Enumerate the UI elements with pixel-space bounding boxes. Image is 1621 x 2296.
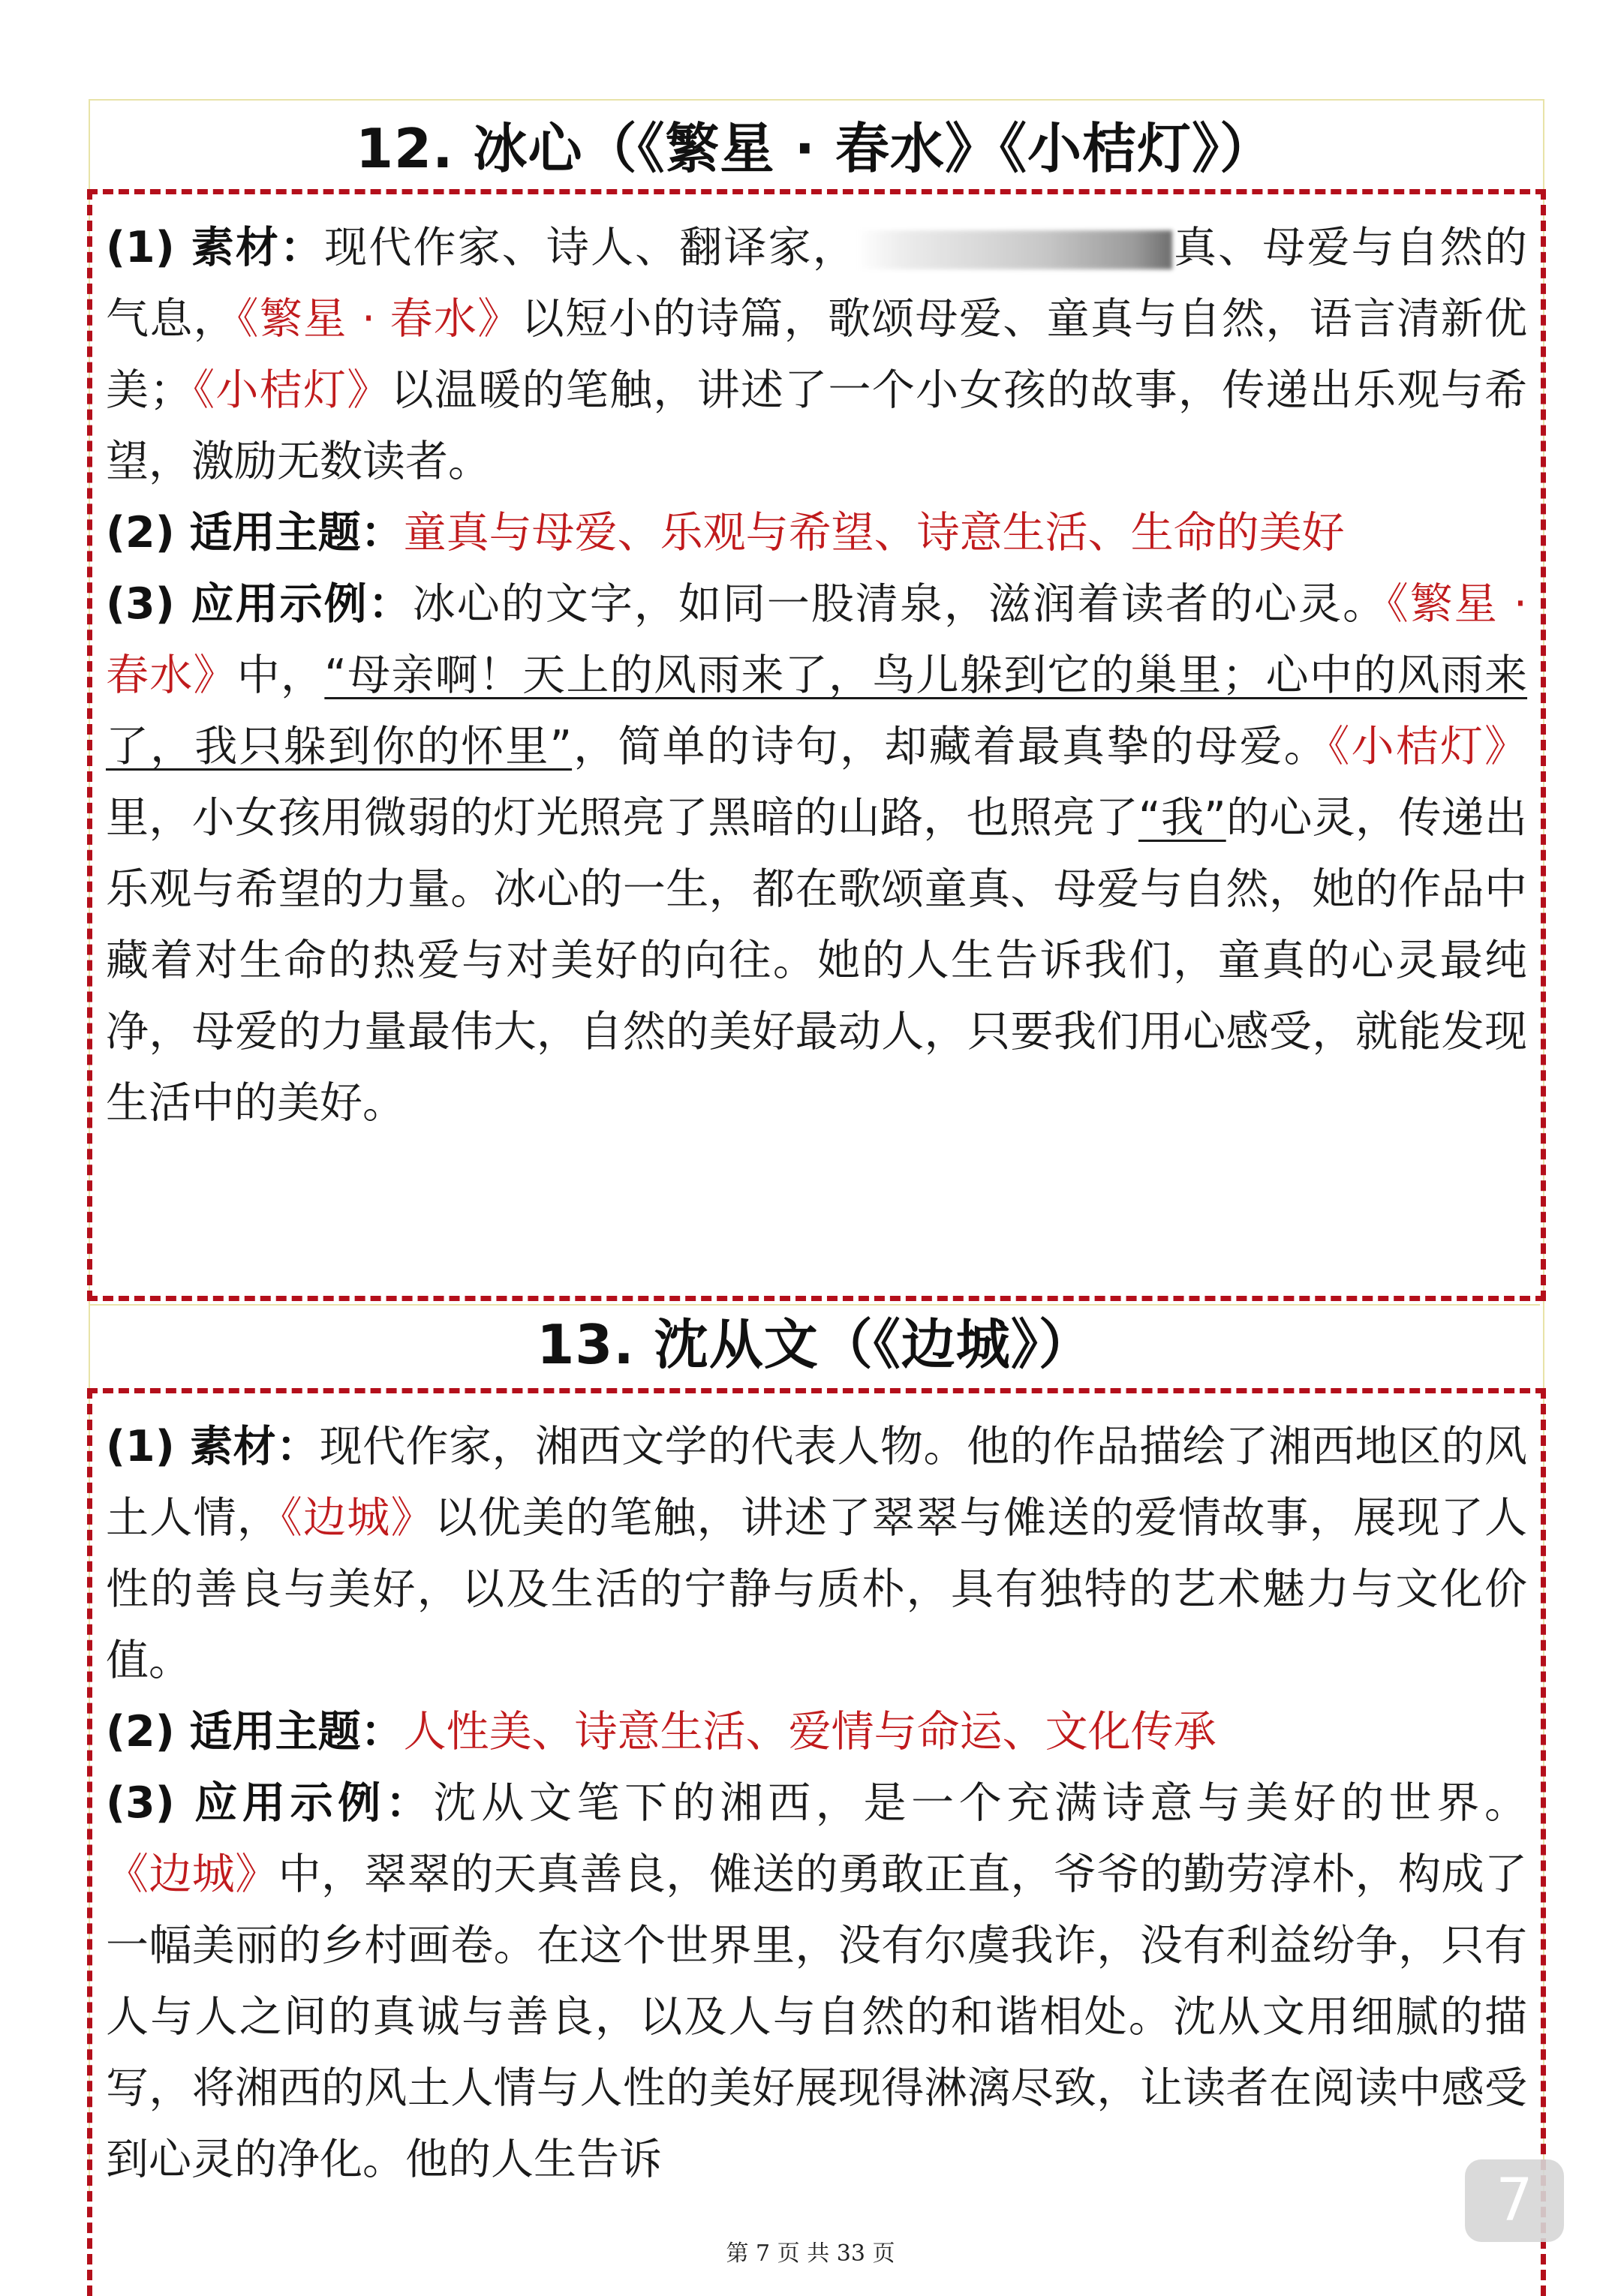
work-title: 《边城》	[281, 1493, 435, 1543]
work-title: 《繁星 · 春水》	[237, 294, 522, 344]
theme-text: 童真与母爱、乐观与希望、诗意生活、生命的美好	[403, 508, 1345, 557]
redacted-blur	[857, 230, 1172, 269]
material-label: (1) 素材：	[106, 1422, 320, 1471]
work-title: 《繁星 · 春水》	[106, 579, 1528, 700]
material-paragraph: (1) 素材：现代作家，湘西文学的代表人物。他的作品描绘了湘西地区的风土人情，《边城》以优美的笔触，讲述了翠翠与傩送的爱情故事，展现了人性的善良与美好，以及生活的宁静与质朴，具有独特的艺术魅力与文化价值。	[106, 1422, 1527, 1685]
section-title-shencongwen: 13. 沈从文（《边城》）	[537, 1313, 1093, 1376]
theme-paragraph	[106, 1696, 1527, 1768]
page-badge: 7	[1465, 2159, 1564, 2242]
theme-label: (2) 适用主题：	[106, 508, 404, 557]
section-box-bingxin	[87, 189, 1546, 1301]
example-label: (3) 应用示例：	[106, 579, 413, 629]
example-paragraph: (3) 应用示例：沈从文笔下的湘西，是一个充满诗意与美好的世界。《边城》中，翠翠的天真善良，傩送的勇敢正直，爷爷的勤劳淳朴，构成了一幅美丽的乡村画卷。在这个世界里，没有尔虞我诈，没有利益纷争，只有人与人之间的真诚与善良，以及人与自然的和谐相处。沈从文用细腻的描写，将湘西的风土人情与人性的美好展现得淋漓尽致，让读者在阅读中感受到心灵的净化。他的人生告诉	[106, 1778, 1527, 2184]
section-divider	[90, 1304, 1540, 1306]
theme-label: (2) 适用主题：	[106, 1707, 404, 1757]
work-title: 《小桔灯》	[192, 365, 391, 415]
section-text-shencongwen	[106, 1411, 1527, 2195]
underlined-quote: “我”	[1138, 793, 1226, 843]
section-text-bingxin	[106, 212, 1527, 1139]
example-label: (3) 应用示例：	[106, 1778, 434, 1828]
underlined-quote: “母亲啊！天上的风雨来了，鸟儿躲到它的巢里；心中的风雨来了，我只躲到你的怀里”	[106, 651, 1528, 771]
page-number: 第 7 页 共 33 页	[726, 2240, 895, 2267]
theme-text: 人性美、诗意生活、爱情与命运、文化传承	[403, 1707, 1217, 1757]
material-paragraph: (1) 素材：现代作家、诗人、翻译家， 真、母爱与自然的气息，《繁星 · 春水》以短小的诗篇，歌颂母爱、童真与自然，语言清新优美；《小桔灯》以温暖的笔触，讲述了一个小女孩的故事，传递出乐观与希望，激励无数读者。	[106, 223, 1528, 486]
example-paragraph: (3) 应用示例：冰心的文字，如同一股清泉，滋润着读者的心灵。《繁星 · 春水》中，“母亲啊！天上的风雨来了，鸟儿躲到它的巢里；心中的风雨来了，我只躲到你的怀里”，简单的诗句，却藏着最真挚的母爱。《小桔灯》里，小女孩用微弱的灯光照亮了黑暗的山路，也照亮了“我”的心灵，传递出乐观与希望的力量。冰心的一生，都在歌颂童真、母爱与自然，她的作品中藏着对生命的热爱与对美好的向往。她的人生告诉我们，童真的心灵最纯净，母爱的力量最伟大，自然的美好最动人，只要我们用心感受，就能发现生活中的美好。	[106, 579, 1528, 1128]
work-title: 《边城》	[106, 1850, 278, 1899]
theme-paragraph	[106, 497, 1527, 569]
material-label: (1) 素材：	[106, 223, 325, 272]
section-title-bingxin: 12. 冰心（《繁星 · 春水》《小桔灯》）	[355, 117, 1275, 180]
work-title: 《小桔灯》	[1328, 722, 1528, 771]
section-box-shencongwen	[87, 1388, 1546, 2296]
